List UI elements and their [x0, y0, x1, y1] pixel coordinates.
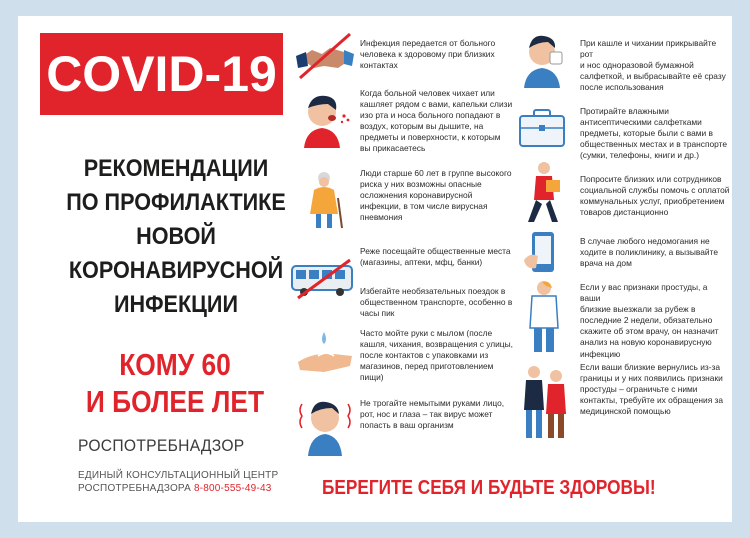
travelers-icon	[516, 362, 572, 442]
face-touch-icon	[294, 394, 356, 456]
covid-title-banner	[40, 33, 283, 115]
bus-crossed-icon	[290, 258, 356, 300]
handshake-crossed-icon	[294, 32, 356, 80]
footer-slogan: БЕРЕГИТЕ СЕБЯ И БУДЬТЕ ЗДОРОВЫ!	[322, 476, 656, 499]
tip-text: Попросите близких или сотрудников социальной службы помочь с оплатой коммунальных услуг, приобретением товаров дистанционно	[580, 174, 730, 218]
doctor-icon	[516, 278, 570, 354]
tip-text: В случае любого недомогания не ходите в поликлинику, а вызывайте врача на дом	[580, 236, 718, 269]
covid-title: COVID-19	[46, 46, 277, 102]
tip-text: Люди старше 60 лет в группе высокого риска у них возможны опасные осложнения коронавирусной инфекции, в том числе вирусная пневмония	[360, 168, 512, 223]
phone-call-icon	[516, 230, 570, 274]
tip-text: Если ваши близкие вернулись из-за границы и у них появились признаки простуды – ограничьте с ними контакты, требуйте их обращения за медицинской помощью	[580, 362, 724, 417]
tip-text: Инфекция передается от больного человека к здоровому при близких контактах	[360, 38, 496, 71]
heading-line: КОРОНАВИРУСНОЙ	[68, 257, 284, 284]
heading	[40, 152, 312, 322]
poster	[18, 16, 732, 522]
heading-line: РЕКОМЕНДАЦИИ	[83, 155, 269, 182]
tip-text: Избегайте необязательных поездок в общественном транспорте, особенно в часы пик	[360, 286, 513, 319]
heading-line: ПО ПРОФИЛАКТИКЕ	[66, 189, 286, 216]
courier-icon	[516, 160, 570, 226]
hotline-phone: 8-800-555-49-43	[193, 483, 272, 494]
consult-center-label-2	[78, 483, 271, 494]
briefcase-icon	[516, 106, 570, 150]
age-group	[40, 346, 310, 420]
coughing-person-icon	[294, 90, 356, 148]
heading-line: ИНФЕКЦИИ	[113, 291, 238, 318]
age-line: КОМУ 60	[119, 347, 231, 382]
hand-washing-icon	[294, 328, 356, 378]
tip-text: Часто мойте руки с мылом (после кашля, чихания, возвращения с улицы, после контактов с упаковками из магазинов, перед приготовлением пищи)	[360, 328, 513, 383]
tip-text: Протирайте влажными антисептическими салфетками предметы, которые были с вами в общественных местах и в транспорте (сумки, телефоны, книги и др.)	[580, 106, 728, 161]
tip-text: Если у вас признаки простуды, а ваши близкие выезжали за рубеж в последние 2 недели, обязательно скажите об этом врачу, он назначит анализ на новую коронавирусную инфекцию	[580, 282, 719, 359]
consult-center-label: ЕДИНЫЙ КОНСУЛЬТАЦИОННЫЙ ЦЕНТР	[78, 470, 279, 481]
age-line: И БОЛЕЕ ЛЕТ	[85, 384, 265, 419]
sneezing-person-icon	[516, 32, 570, 88]
tip-text: При кашле и чихании прикрывайте рот и нос одноразовой бумажной салфеткой, и выбрасывайте её сразу после использования	[580, 38, 726, 93]
tip-text: Реже посещайте общественные места (магазины, аптеки, мфц, банки)	[360, 246, 511, 268]
org-name: РОСПОТРЕБНАДЗОР	[78, 436, 245, 455]
tip-text: Когда больной человек чихает или кашляет рядом с вами, капельки слизи изо рта и носа больного попадают в воздух, которым вы дышите, на предметы и поверхности, к которым вы прикасаетесь	[360, 88, 513, 154]
consult-center-org: РОСПОТРЕБНАДЗОРА	[78, 483, 191, 494]
heading-line: НОВОЙ	[136, 223, 216, 250]
elderly-woman-icon	[294, 168, 356, 230]
tip-text: Не трогайте немытыми руками лицо, рот, нос и глаза – так вирус может попасть в ваш организм	[360, 398, 505, 431]
